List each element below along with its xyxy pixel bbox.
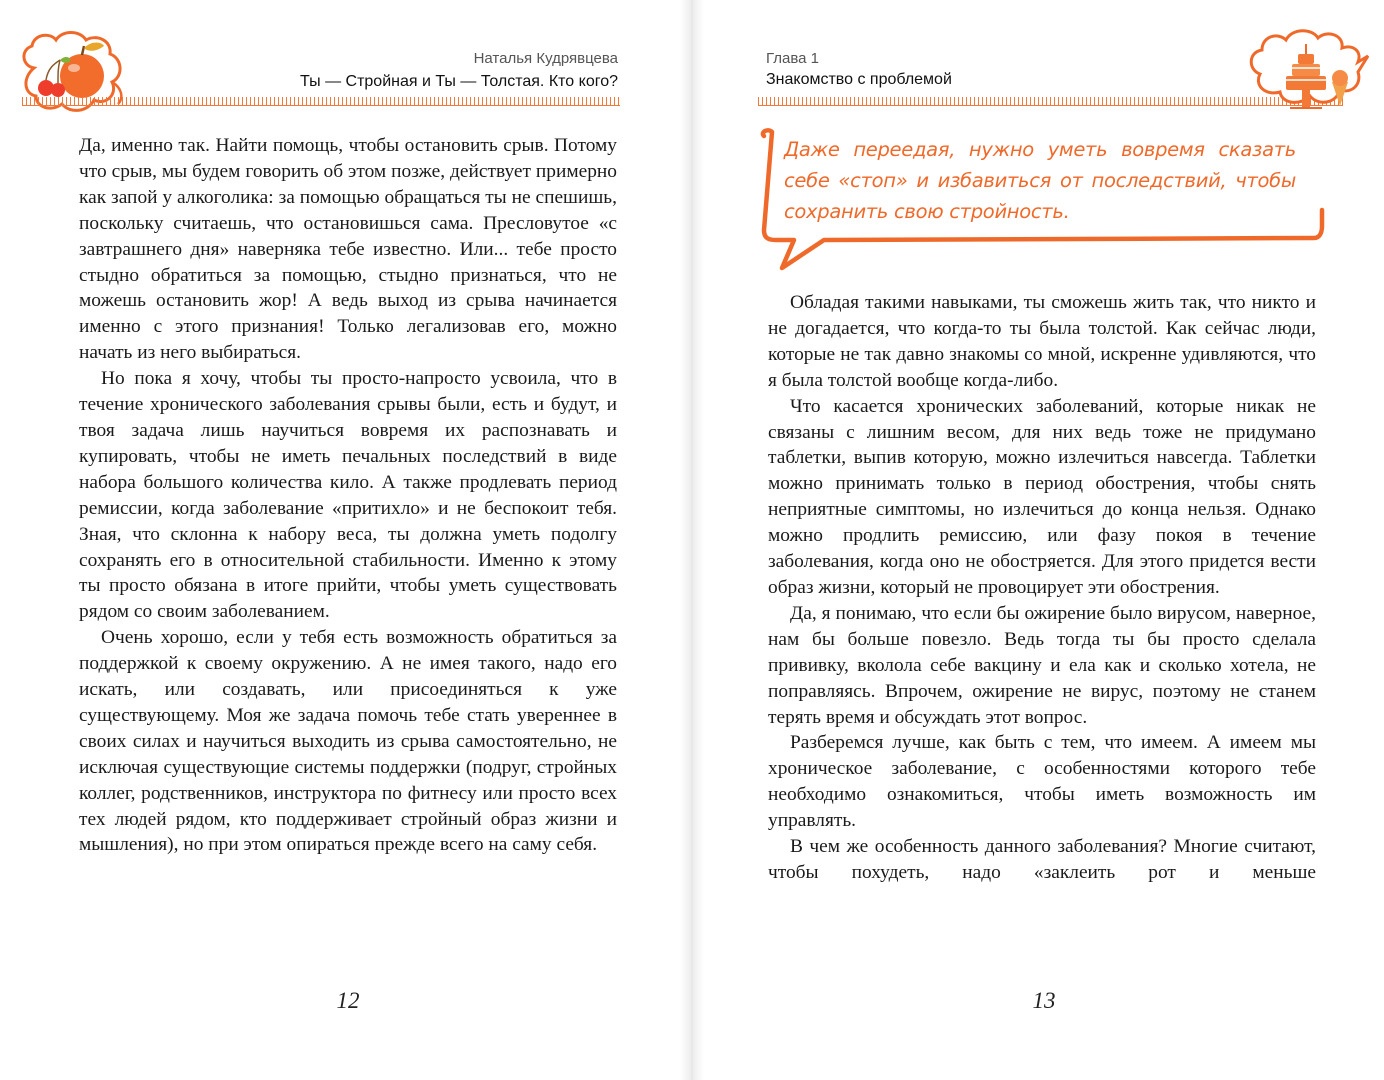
paragraph: Очень хорошо, если у тебя есть возможность обратиться за поддержкой к своему окружению. А не имея такого, надо его искать, или создавать, или присоединяться к уже существующему. Моя же задача помочь тебе стать увереннее в своих силах и научиться выходить из срыва самостоятельно, не исключая существующие системы поддержки (подруг, стройных коллег, родственников, инструктора по фитнесу или просто всех тех людей рядом, кто поддерживает стройный образ жизни и мышления), но при этом опираться прежде всего на саму себя. — [79, 627, 617, 856]
header-ruler — [22, 97, 620, 106]
page-number: 12 — [336, 988, 360, 1013]
paragraph: Обладая такими навыками, ты сможешь жить так, что никто и не догадается, что когда-то ты была толстой. Как сейчас люди, которые не так давно знакомы со мной, искренне удивляются, что я была толстой вообще когда-либо. — [768, 292, 1316, 391]
paragraph: Разберемся лучше, как быть с тем, что имеем. А имеем мы хроническое заболевание, с особенностями которого тебе необходимо ознакомиться, чтобы иметь возможность им управлять. — [768, 732, 1316, 832]
paragraph: Да, я понимаю, что если бы ожирение было вирусом, наверное, нам бы больше повезло. Ведь тогда ты бы просто сделала прививку, вколола себе вакцину и ела как и сколько хотела, не поправляясь. Впрочем, ожирение не вирус, поэтому не станем терять время и обсуждать этот вопрос. — [768, 602, 1316, 728]
right-page-body — [768, 290, 1316, 886]
left-page-body — [79, 133, 617, 858]
callout-quote — [754, 122, 1329, 272]
callout-text: Даже переедая, нужно уметь вовремя сказать себе «стоп» и избавиться от последствий, чтобы сохранить свою стройность. — [784, 138, 1296, 223]
right-page — [694, 0, 1384, 1080]
paragraph: Что касается хронических заболеваний, которые никак не связаны с лишним весом, для них ведь тоже не придумано таблетки, выпив которую, можно излечиться навсегда. Таблетки можно принимать только в период обострения, чтобы снять неприятные симптомы, но излечиться до конца нельзя. Однако можно продлить ремиссию, или фазу покоя в течение заболевания, когда оно не обостряется. Для этого придется вести образ жизни, который не провоцирует эти обострения. — [768, 395, 1316, 598]
paragraph: Но пока я хочу, чтобы ты просто-напросто усвоила, что в течение хронического заболевания срывы были, есть и будут, и твоя задача лишь научиться вовремя их распознавать и купировать, чтобы не иметь печальных последствий в виде набора большого количества кило. А также продлевать период ремиссии, когда заболевание «притихло» и не беспокоит тебя. Зная, что склонна к набору веса, ты должна уметь подолгу сохранять его в относительной стабильности. Именно к этому ты просто обязана в итоге прийти, чтобы уметь существовать рядом со своим заболеванием. — [79, 368, 617, 623]
apple-cherry-cloud-icon — [14, 28, 132, 120]
paragraph: В чем же особенность данного заболевания? Многие считают, чтобы похудеть, надо «заклеить рот и меньше — [768, 836, 1316, 883]
header-book-title: Ты — Стройная и Ты — Толстая. Кто кого? — [300, 73, 618, 90]
cake-icecream-cloud-icon — [1242, 22, 1372, 120]
header-chapter: Глава 1 — [766, 50, 820, 67]
paragraph: Да, именно так. Найти помощь, чтобы остановить срыв. Потому что срыв, мы будем говорить об этом позже, действует примерно как запой у алкоголика: за помощью обращаться ты не спешишь, поскольку считаешь, что остановишься сама. Пресловутое «с завтрашнего дня» наверняка тебе известно. Или... тебе просто стыдно обратиться за помощью, стыдно признаться, что не можешь остановить жор! А ведь выход из срыва начинается именно с этого признания! Только легализовав его, можно начать из него выбираться. — [79, 135, 617, 364]
page-number: 13 — [1032, 988, 1056, 1013]
left-page — [0, 0, 690, 1080]
header-author: Наталья Кудрявцева — [473, 50, 618, 67]
header-chapter-title: Знакомство с проблемой — [766, 71, 952, 88]
